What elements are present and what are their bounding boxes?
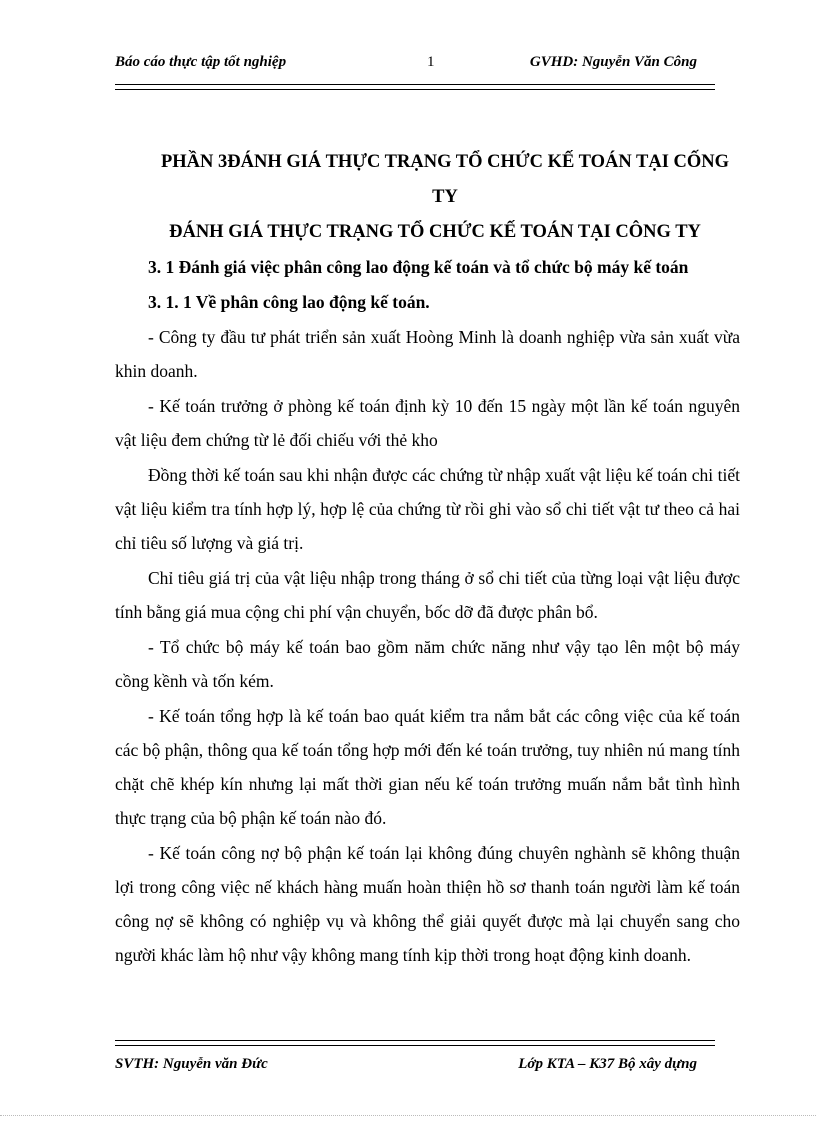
paragraph-5: - Tổ chức bộ máy kế toán bao gồm năm chức năng như vậy tạo lên một bộ máy cồng kềnh và tốn kém. [115, 637, 740, 691]
part-title-line1: PHẦN 3ĐÁNH GIÁ THỰC TRẠNG TỔ CHỨC KẾ TOÁN TẠI CỐNG [160, 152, 730, 172]
footer-student: SVTH: Nguyễn văn Đức [115, 1056, 268, 1072]
subsection-heading: 3. 1. 1 Về phân công lao động kế toán. [148, 292, 430, 312]
header-rule-top [115, 84, 715, 85]
footer-rule-top [115, 1040, 715, 1041]
page-body [115, 145, 740, 972]
page-header [115, 50, 715, 76]
section-heading: 3. 1 Đánh giá việc phân công lao động kế toán và tổ chức bộ máy kế toán [148, 257, 689, 277]
header-rule-bottom [115, 89, 715, 90]
paragraph-4: Chỉ tiêu giá trị của vật liệu nhập trong tháng ở sổ chi tiết của từng loại vật liệu được tính bằng giá mua cộng chi phí vận chuyển, bốc dỡ đã được phân bổ. [115, 568, 740, 622]
paragraph-2: - Kế toán trưởng ở phòng kế toán định kỳ 10 đến 15 ngày một lần kế toán nguyên vật liệu đem chứng từ lẻ đối chiếu với thẻ kho [115, 396, 740, 450]
header-supervisor: GVHD: Nguyễn Văn Công [529, 54, 697, 70]
page-bottom-dotted-line [0, 1115, 816, 1116]
paragraph-6: - Kế toán tổng hợp là kế toán bao quát kiểm tra nắm bắt các công việc của kế toán các bộ phận, thông qua kế toán tổng hợp mới đến ké toán trưởng, tuy nhiên nú mang tính chặt chẽ khép kín nhưng lại mất thời gian nếu kế toán trưởng muấn nắm bắt tình hình thực trạng của bộ phận kế toán nào đó. [115, 706, 740, 828]
footer-rule-bottom [115, 1045, 715, 1046]
paragraph-7: - Kế toán công nợ bộ phận kế toán lại không đúng chuyên nghành sẽ không thuận lợi trong công việc nế khách hàng muấn hoàn thiện hồ sơ thanh toán người làm kế toán công nợ sẽ không có nghiệp vụ và không thể giải quyết được mà lại chuyển sang cho người khác làm hộ như vậy không mang tính kịp thời trong hoạt động kinh doanh. [115, 843, 740, 965]
header-page-number: 1 [427, 54, 435, 70]
paragraph-3: Đồng thời kế toán sau khi nhận được các chứng từ nhập xuất vật liệu kế toán chi tiết vật liệu kiểm tra tính hợp lý, hợp lệ của chứng từ rồi ghi vào sổ chi tiết vật tư theo cả hai chỉ tiêu số lượng và giá trị. [115, 465, 740, 553]
chapter-title: ĐÁNH GIÁ THỰC TRẠNG TỔ CHỨC KẾ TOÁN TẠI CÔNG TY [169, 222, 701, 242]
header-report-title: Báo cáo thực tập tốt nghiệp [115, 54, 287, 70]
paragraph-1: - Công ty đầu tư phát triển sản xuất Hoòng Minh là doanh nghiệp vừa sản xuất vừa khin doanh. [115, 327, 740, 381]
footer-class: Lớp KTA – K37 Bộ xây dựng [518, 1056, 697, 1072]
part-title-line2: TY [432, 187, 458, 207]
page-footer [115, 1052, 715, 1078]
